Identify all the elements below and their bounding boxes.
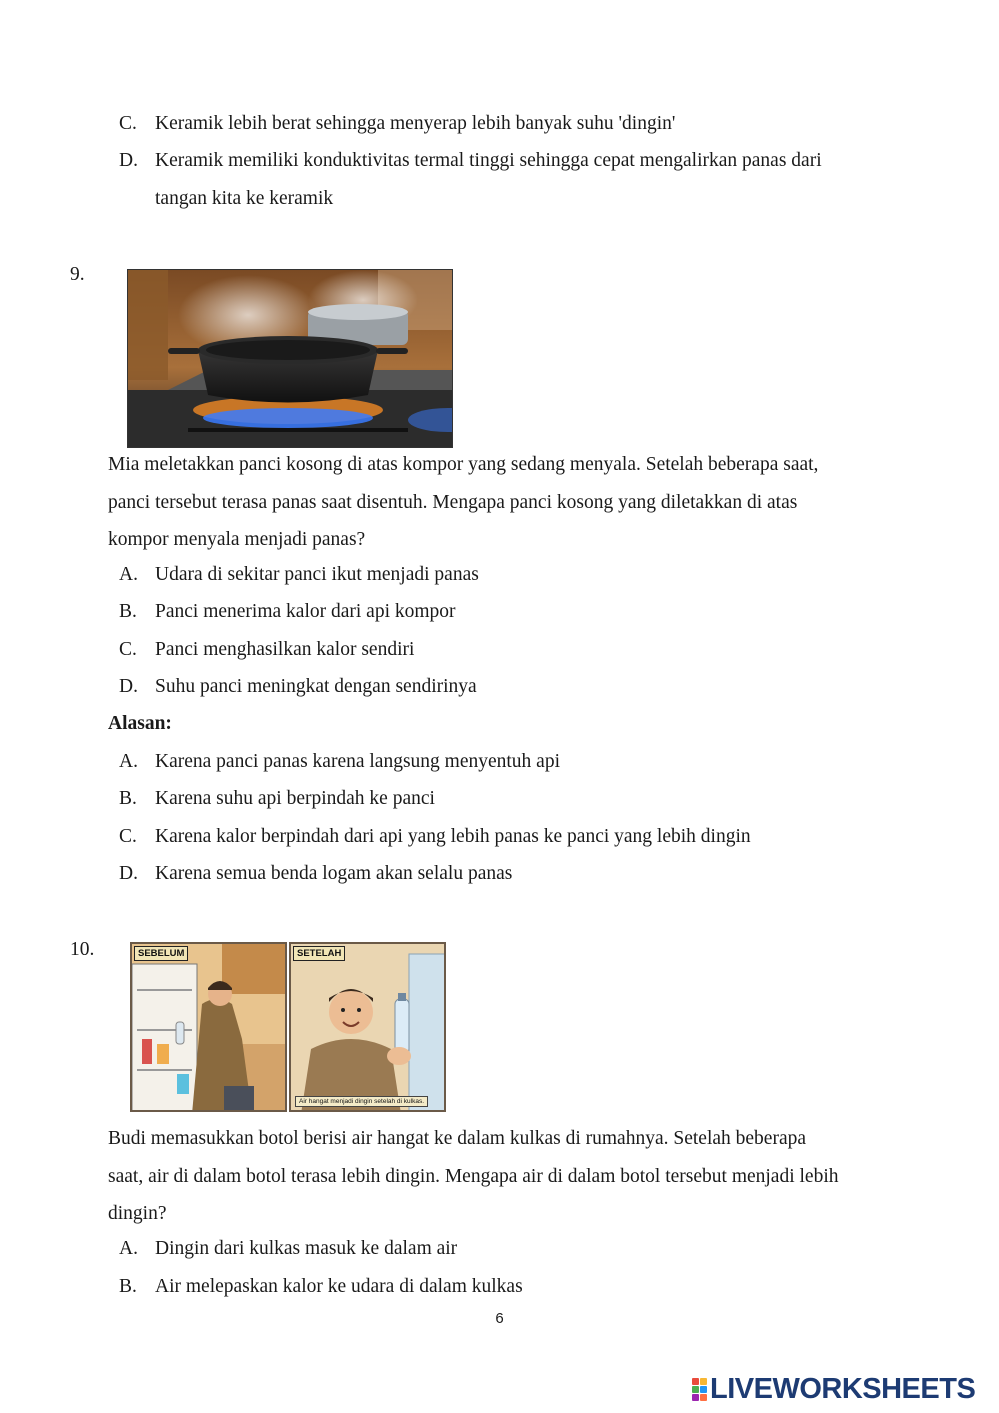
reason-text: Karena semua benda logam akan selalu panas xyxy=(155,863,513,884)
after-tag: SETELAH xyxy=(293,946,345,961)
liveworksheets-logo xyxy=(692,1373,975,1405)
fridge-open-illustration xyxy=(132,944,287,1112)
paragraph-line: saat, air di dalam botol terasa lebih dingin. Mengapa air di dalam botol tersebut menjadi lebih xyxy=(108,1165,839,1187)
reason-text: Karena suhu api berpindah ke panci xyxy=(155,788,435,809)
pot-on-gas-stove-image xyxy=(127,269,453,448)
option-text-continued: tangan kita ke keramik xyxy=(155,188,334,209)
question-number-10: 10. xyxy=(70,939,95,960)
pot-stove-illustration xyxy=(128,270,452,447)
question-10-paragraph xyxy=(108,1120,927,1233)
liveworksheets-wordmark: LIVEWORKSHEETS xyxy=(710,1372,976,1405)
paragraph-line: Budi memasukkan botol berisi air hangat ke dalam kulkas di rumahnya. Setelah beberapa xyxy=(108,1128,807,1149)
option-letter: C. xyxy=(119,639,137,660)
option-letter: A. xyxy=(119,564,138,585)
reason-letter: C. xyxy=(119,826,137,847)
question-number-9: 9. xyxy=(70,264,85,285)
option-letter: A. xyxy=(119,1238,138,1259)
question-9-paragraph xyxy=(108,446,927,559)
option-text: Udara di sekitar panci ikut menjadi panas xyxy=(155,564,479,585)
boy-holding-bottle-illustration xyxy=(291,944,446,1112)
option-text: Panci menerima kalor dari api kompor xyxy=(155,601,456,622)
option-text: Air melepaskan kalor ke udara di dalam kulkas xyxy=(155,1276,523,1297)
reason-label: Alasan: xyxy=(108,713,172,734)
panel-after xyxy=(289,942,446,1112)
option-letter: D. xyxy=(119,150,138,171)
panel-before xyxy=(130,942,287,1112)
fridge-before-after-image xyxy=(130,942,446,1112)
reason-letter: D. xyxy=(119,863,138,884)
reason-letter: A. xyxy=(119,751,138,772)
paragraph-line: Mia meletakkan panci kosong di atas kompor yang sedang menyala. Setelah beberapa saat, xyxy=(108,454,819,475)
paragraph-line: dingin? xyxy=(108,1203,167,1224)
paragraph-line: panci tersebut terasa panas saat disentuh. Mengapa panci kosong yang diletakkan di atas xyxy=(108,491,798,513)
option-letter: C. xyxy=(119,113,137,134)
option-text: Keramik lebih berat sehingga menyerap lebih banyak suhu 'dingin' xyxy=(155,113,676,134)
before-tag: SEBELUM xyxy=(134,946,188,961)
option-letter: B. xyxy=(119,601,137,622)
paragraph-line: kompor menyala menjadi panas? xyxy=(108,529,366,550)
liveworksheets-logo-icon xyxy=(692,1378,707,1401)
option-letter: B. xyxy=(119,1276,137,1297)
option-text: Panci menghasilkan kalor sendiri xyxy=(155,639,415,660)
option-text: Keramik memiliki konduktivitas termal tinggi sehingga cepat mengalirkan panas dari xyxy=(155,150,822,171)
reason-text: Karena panci panas karena langsung menyentuh api xyxy=(155,751,561,772)
option-text: Suhu panci meningkat dengan sendirinya xyxy=(155,676,477,697)
option-letter: D. xyxy=(119,676,138,697)
page-number: 6 xyxy=(495,1310,504,1327)
image-caption: Air hangat menjadi dingin setelah di kulkas. xyxy=(295,1096,428,1107)
reason-letter: B. xyxy=(119,788,137,809)
reason-text: Karena kalor berpindah dari api yang lebih panas ke panci yang lebih dingin xyxy=(155,826,751,847)
option-text: Dingin dari kulkas masuk ke dalam air xyxy=(155,1238,458,1259)
